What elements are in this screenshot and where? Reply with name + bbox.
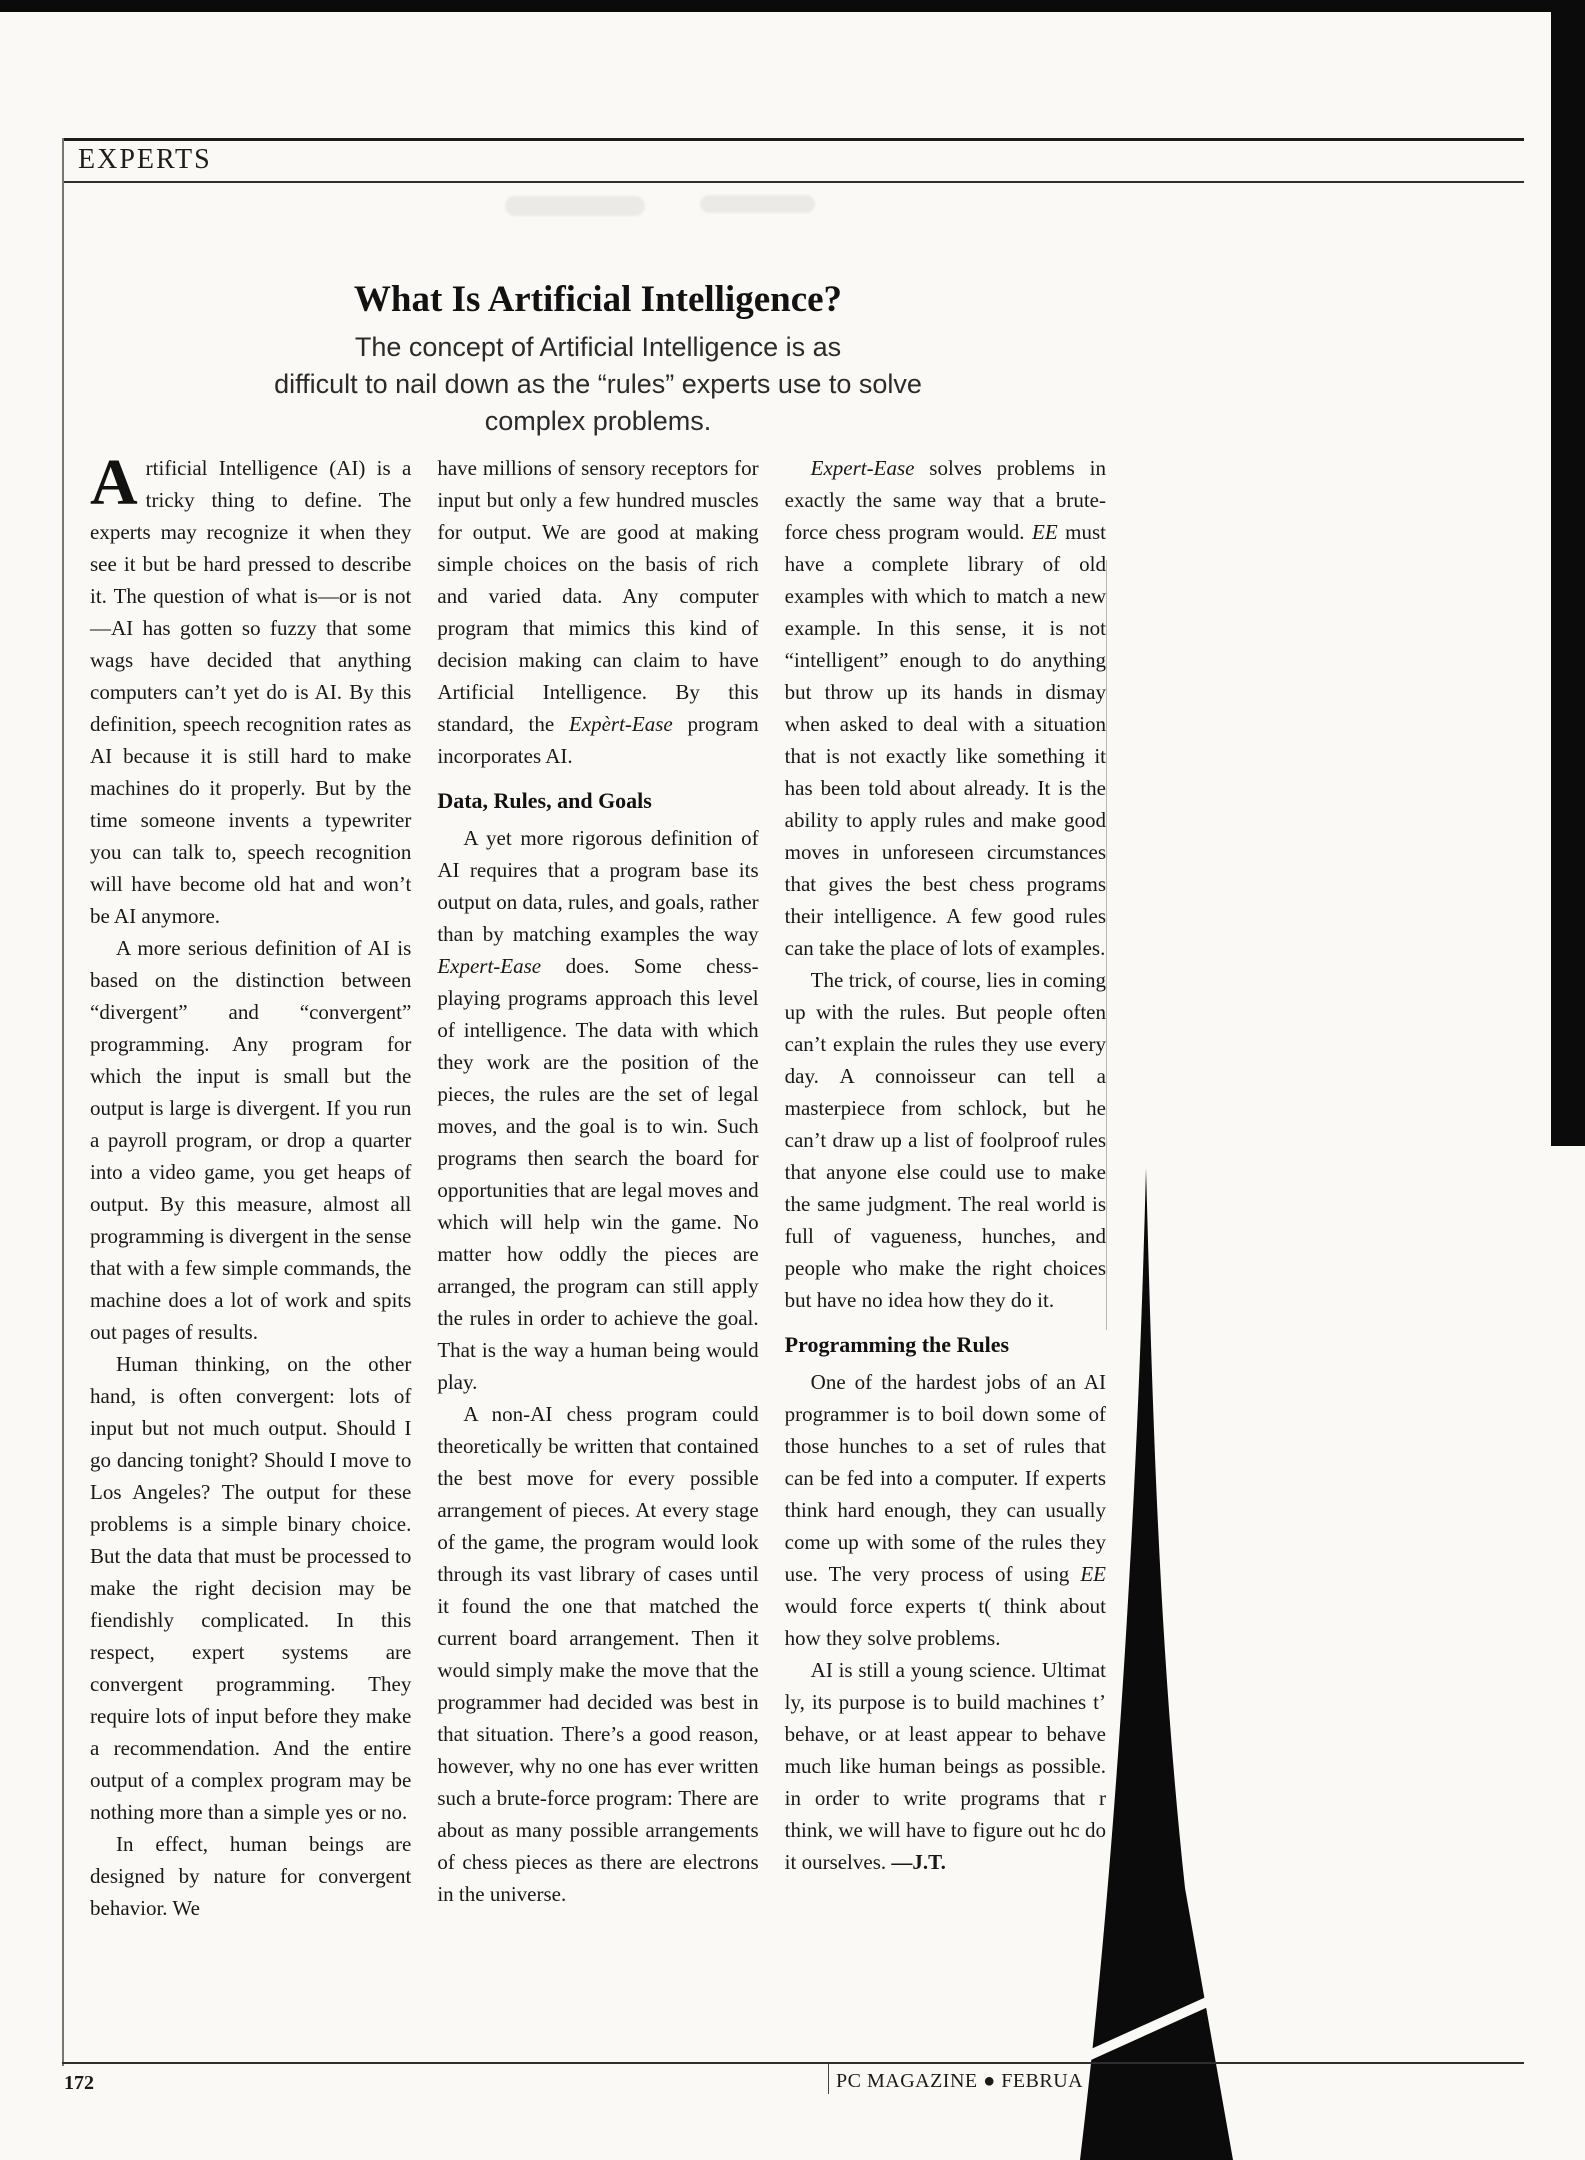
- body-paragraph: have millions of sensory receptors for input but only a few hundred muscles for output. We are good at making simple choices on the basis of rich and varied data. Any computer program that mimics this kind of decision making can claim to have Artificial Intelligence. By this standard, the Expèrt-Ease program incorporates AI.: [437, 456, 759, 768]
- body-paragraph: One of the hardest jobs of an AI programmer is to boil down some of those hunches to a set of rules that can be fed into a computer. If experts think hard enough, they can usually come up with some of the rules they use. The very process of using EE would force experts t( think about how they solve problems.: [784, 1370, 1106, 1650]
- scan-artifact-top-strip: [0, 0, 1585, 12]
- article-header: [90, 262, 1106, 440]
- article-title: What Is Artificial Intelligence?: [353, 279, 843, 320]
- drop-cap: A: [90, 446, 138, 519]
- body-paragraph: AI is still a young science. Ultimat ly, its purpose is to build machines t’ behave, or at least appear to behave much like human beings as possible. in order to write programs that r think, we will have to figure out hc do it ourselves. —J.T.: [784, 1658, 1107, 1874]
- column-heading-data-rules-goals: Data, Rules, and Goals: [437, 788, 652, 813]
- paragraph-text: rtificial Intelligence (AI) is a tricky thing to define. The experts may recognize it when they see it but be hard pressed to describe it. The question of what is—or is not—AI has gotten so fuzzy that some wags have decided that anything computers can’t yet do is AI. By this definition, speech recognition rates as AI because it is still hard to make machines do it properly. But by the time someone invents a typewriter you can talk to, speech recognition will have become old hat and won’t be AI anymore.: [90, 456, 412, 928]
- page-number: 172: [64, 2072, 94, 2094]
- column-1: [90, 446, 412, 1924]
- body-paragraph: Human thinking, on the other hand, is often convergent: lots of input but not much output. Should I go dancing tonight? Should I move to Los Angeles? The output for these problems is a simple binary choice. But the data that must be processed to make the right decision may be fiendishly complicated. In this respect, expert systems are convergent programming. They require lots of input before they make a recommendation. And the entire output of a complex program may be nothing more than a simple yes or no.: [90, 1352, 412, 1824]
- article-body: [90, 446, 1107, 1924]
- page-frame-left-rule: [62, 138, 64, 2066]
- body-paragraph: A yet more rigorous definition of AI requires that a program base its output on data, rules, and goals, rather than by matching examples the way Expert-Ease does. Some chess-playing programs approach this level of intelligence. The data with which they work are the position of the pieces, the rules are the set of legal moves, and the goal is to win. Such programs then search the board for opportunities that are legal moves and which will help win the game. No matter how oddly the pieces are arranged, the program can still apply the rules in order to achieve the goal. That is the way a human being would play.: [437, 826, 759, 1394]
- footer-magazine-label: PC MAGAZINE ● FEBRUA: [836, 2070, 1084, 2092]
- footer-divider: [828, 2064, 829, 2094]
- column-2: [437, 452, 758, 1924]
- column-heading-programming-rules: Programming the Rules: [784, 1332, 1010, 1357]
- column-3: [785, 452, 1106, 1924]
- scan-artifact-right-strip: [1551, 0, 1585, 1146]
- body-paragraph: In effect, human beings are designed by nature for convergent behavior. We: [90, 1832, 412, 1920]
- article-subtitle: The concept of Artificial Intelligence is as difficult to nail down as the “rules” experts use to solve complex problems.: [274, 332, 922, 436]
- footer-rule: [62, 2062, 1524, 2064]
- article-box-right-rule: [1106, 560, 1107, 1330]
- header-rule-bottom: [62, 181, 1524, 183]
- body-paragraph: A more serious definition of AI is based on the distinction between “divergent” and “convergent” programming. Any program for which the input is small but the output is large is divergent. If you run a payroll program, or drop a quarter into a video game, you get heaps of output. By this measure, almost all programming is divergent in the sense that with a few simple commands, the machine does a lot of work and spits out pages of results.: [90, 936, 412, 1344]
- scan-smudge: [505, 196, 645, 216]
- body-paragraph: [90, 446, 412, 932]
- body-paragraph: Expert-Ease solves problems in exactly the same way that a brute-force chess program would. EE must have a complete library of old examples with which to match a new example. In this sense, it is not “intelligent” enough to do anything but throw up its hands in dismay when asked to deal with a situation that is not exactly like something it has been told about already. It is the ability to apply rules and make good moves in unforeseen circumstances that gives the best chess programs their intelligence. A few good rules can take the place of lots of examples.: [784, 456, 1106, 960]
- scan-smudge: [700, 195, 815, 213]
- header-rule-top: [62, 138, 1524, 141]
- body-paragraph: A non-AI chess program could theoretically be written that contained the best move for every possible arrangement of pieces. At every stage of the game, the program would look through its vast library of cases until it found the one that matched the current board arrangement. Then it would simply make the move that the programmer had decided was best in that situation. There’s a good reason, however, why no one has ever written such a brute-force program: There are about as many possible arrangements of chess pieces as there are electrons in the universe.: [437, 1402, 759, 1906]
- body-paragraph: The trick, of course, lies in coming up with the rules. But people often can’t explain the rules they use every day. A connoisseur can tell a masterpiece from schlock, but he can’t draw up a list of foolproof rules that anyone else could use to make the same judgment. The real world is full of vagueness, hunches, and people who make the right choices but have no idea how they do it.: [784, 968, 1106, 1312]
- section-label: EXPERTS: [78, 144, 212, 175]
